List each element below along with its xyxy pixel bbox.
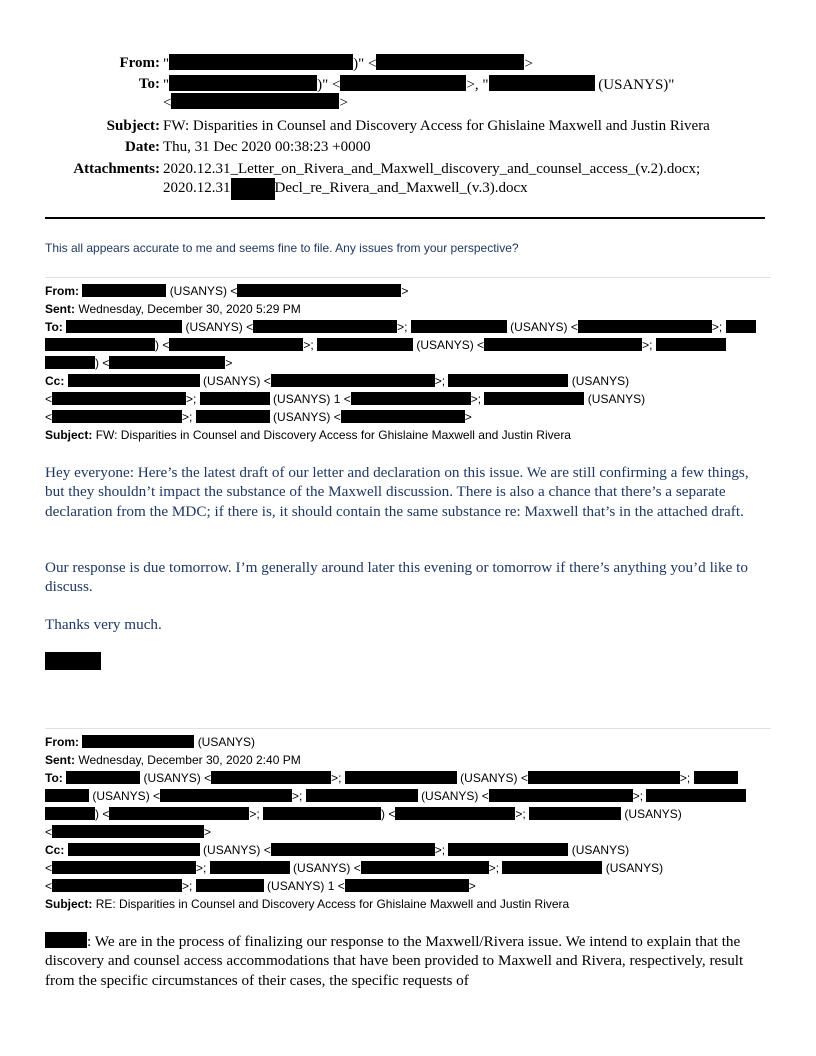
email-separator bbox=[45, 277, 771, 278]
redaction bbox=[45, 932, 87, 948]
redaction bbox=[52, 861, 196, 874]
redaction bbox=[361, 861, 489, 874]
redaction bbox=[196, 879, 264, 892]
redaction bbox=[66, 771, 140, 784]
redaction bbox=[317, 338, 413, 351]
attachments-label: Attachments: bbox=[73, 161, 160, 177]
to-row-cont: < > bbox=[163, 95, 348, 111]
redaction bbox=[52, 410, 182, 423]
redaction bbox=[578, 320, 712, 333]
redaction bbox=[694, 771, 738, 784]
redaction bbox=[52, 392, 186, 405]
email1-to: To: (USANYS) < >; (USANYS) < >; bbox=[45, 318, 756, 336]
redaction bbox=[169, 54, 353, 70]
redaction bbox=[656, 338, 726, 351]
email2-to-cont2: ) < >; ) < >; (USANYS) bbox=[45, 805, 682, 823]
redaction bbox=[253, 320, 397, 333]
date-value: Thu, 31 Dec 2020 00:38:23 +0000 bbox=[163, 139, 371, 155]
redaction bbox=[160, 789, 292, 802]
redaction bbox=[306, 789, 418, 802]
email1-paragraph-1: Hey everyone: Here’s the latest draft of our letter and declaration on this issue. We are still confirming a few things, but they shouldn’t impact the substance of the Maxwell discussion. There is also a chance that there’s a separate declaration from the MDC; if there is, it should contain the same substance re: Maxwell that’s in the attached draft. bbox=[45, 464, 749, 520]
from-label: From: bbox=[119, 55, 160, 71]
redaction bbox=[411, 320, 507, 333]
redaction bbox=[340, 75, 466, 91]
redaction bbox=[345, 879, 469, 892]
redaction bbox=[196, 410, 270, 423]
email2-cc: Cc: (USANYS) < >; (USANYS) bbox=[45, 843, 630, 857]
email2-from: From: (USANYS) bbox=[45, 735, 256, 749]
subject-value: FW: Disparities in Counsel and Discovery Access for Ghislaine Maxwell and Justin Rivera bbox=[163, 118, 710, 134]
redaction bbox=[82, 284, 166, 297]
redaction bbox=[448, 843, 568, 856]
to-label: To: bbox=[138, 76, 160, 92]
email1-sent: Sent: Wednesday, December 30, 2020 5:29 PM bbox=[45, 302, 301, 316]
redaction bbox=[448, 374, 568, 387]
email1-paragraph-2: Our response is due tomorrow. I’m generally around later this evening or tomorrow if there’s anything you’d like to discuss. bbox=[45, 559, 748, 596]
redaction bbox=[646, 789, 746, 802]
redaction bbox=[528, 771, 680, 784]
subject-label: Subject: bbox=[106, 118, 160, 134]
attachment-2[interactable]: 2020.12.31 Decl_re_Rivera_and_Maxwell_(v.3).docx bbox=[163, 178, 528, 200]
redaction bbox=[45, 338, 155, 351]
redaction bbox=[169, 338, 303, 351]
redaction bbox=[82, 735, 194, 748]
email-separator bbox=[45, 728, 771, 729]
redaction bbox=[726, 320, 756, 333]
redaction bbox=[45, 356, 95, 369]
email2-sent: Sent: Wednesday, December 30, 2020 2:40 PM bbox=[45, 753, 301, 767]
email1-from: From: (USANYS) < > bbox=[45, 284, 409, 298]
date-label: Date: bbox=[125, 139, 160, 155]
redaction bbox=[52, 879, 182, 892]
redaction bbox=[237, 284, 401, 297]
redaction bbox=[45, 789, 89, 802]
redaction bbox=[484, 392, 584, 405]
redaction bbox=[484, 338, 642, 351]
redaction bbox=[489, 789, 633, 802]
header-divider bbox=[45, 217, 765, 219]
redaction bbox=[171, 93, 339, 109]
redaction bbox=[395, 807, 515, 820]
redaction bbox=[376, 54, 524, 70]
redaction bbox=[271, 374, 435, 387]
redaction bbox=[502, 861, 602, 874]
redaction bbox=[231, 178, 275, 200]
redaction bbox=[345, 771, 457, 784]
redaction bbox=[529, 807, 621, 820]
email2-to-cont3: < > bbox=[45, 825, 212, 839]
redaction bbox=[211, 771, 331, 784]
signature-redaction bbox=[45, 652, 101, 670]
redaction bbox=[200, 392, 270, 405]
email1-to-cont: ) < >; (USANYS) < >; bbox=[45, 336, 726, 354]
email2-paragraph-1: : We are in the process of finalizing our response to the Maxwell/Rivera issue. We intend to explain that the discovery and counsel access accommodations that have been provided to Maxwell and Rivera, respectively, result from the specific circumstances of their cases, the specific requests of bbox=[45, 933, 744, 989]
email1-cc: Cc: (USANYS) < >; (USANYS) bbox=[45, 374, 630, 388]
email2-subject: Subject: RE: Disparities in Counsel and Discovery Access for Ghislaine Maxwell and Justin Rivera bbox=[45, 897, 570, 911]
attachment-1[interactable]: 2020.12.31_Letter_on_Rivera_and_Maxwell_discovery_and_counsel_access_(v.2).docx; bbox=[163, 161, 701, 177]
redaction bbox=[489, 75, 595, 91]
email2-cc-cont: < >; (USANYS) < >; (USANYS) bbox=[45, 861, 664, 875]
email1-to-cont2: ) < > bbox=[45, 354, 232, 372]
email2-to: To: (USANYS) < >; (USANYS) < >; bbox=[45, 769, 738, 787]
redaction bbox=[341, 410, 465, 423]
redaction bbox=[351, 392, 471, 405]
redaction bbox=[169, 75, 317, 91]
redaction bbox=[52, 825, 204, 838]
top-note: This all appears accurate to me and seems fine to file. Any issues from your perspective? bbox=[45, 241, 519, 255]
redaction bbox=[109, 807, 249, 820]
redaction bbox=[45, 807, 95, 820]
redaction bbox=[210, 861, 290, 874]
redaction bbox=[271, 843, 435, 856]
email1-cc-cont2: < >; (USANYS) < > bbox=[45, 410, 472, 424]
redaction bbox=[263, 807, 381, 820]
redaction bbox=[68, 843, 200, 856]
redaction bbox=[68, 374, 200, 387]
email2-to-cont: (USANYS) < >; (USANYS) < >; bbox=[45, 787, 746, 805]
redaction bbox=[109, 356, 225, 369]
email2-cc-cont2: < >; (USANYS) 1 < > bbox=[45, 879, 476, 893]
email1-cc-cont: < >; (USANYS) 1 < >; (USANYS) bbox=[45, 392, 646, 406]
email1-paragraph-3: Thanks very much. bbox=[45, 616, 162, 633]
email1-subject: Subject: FW: Disparities in Counsel and Discovery Access for Ghislaine Maxwell and Justin Rivera bbox=[45, 428, 571, 442]
redaction bbox=[66, 320, 182, 333]
